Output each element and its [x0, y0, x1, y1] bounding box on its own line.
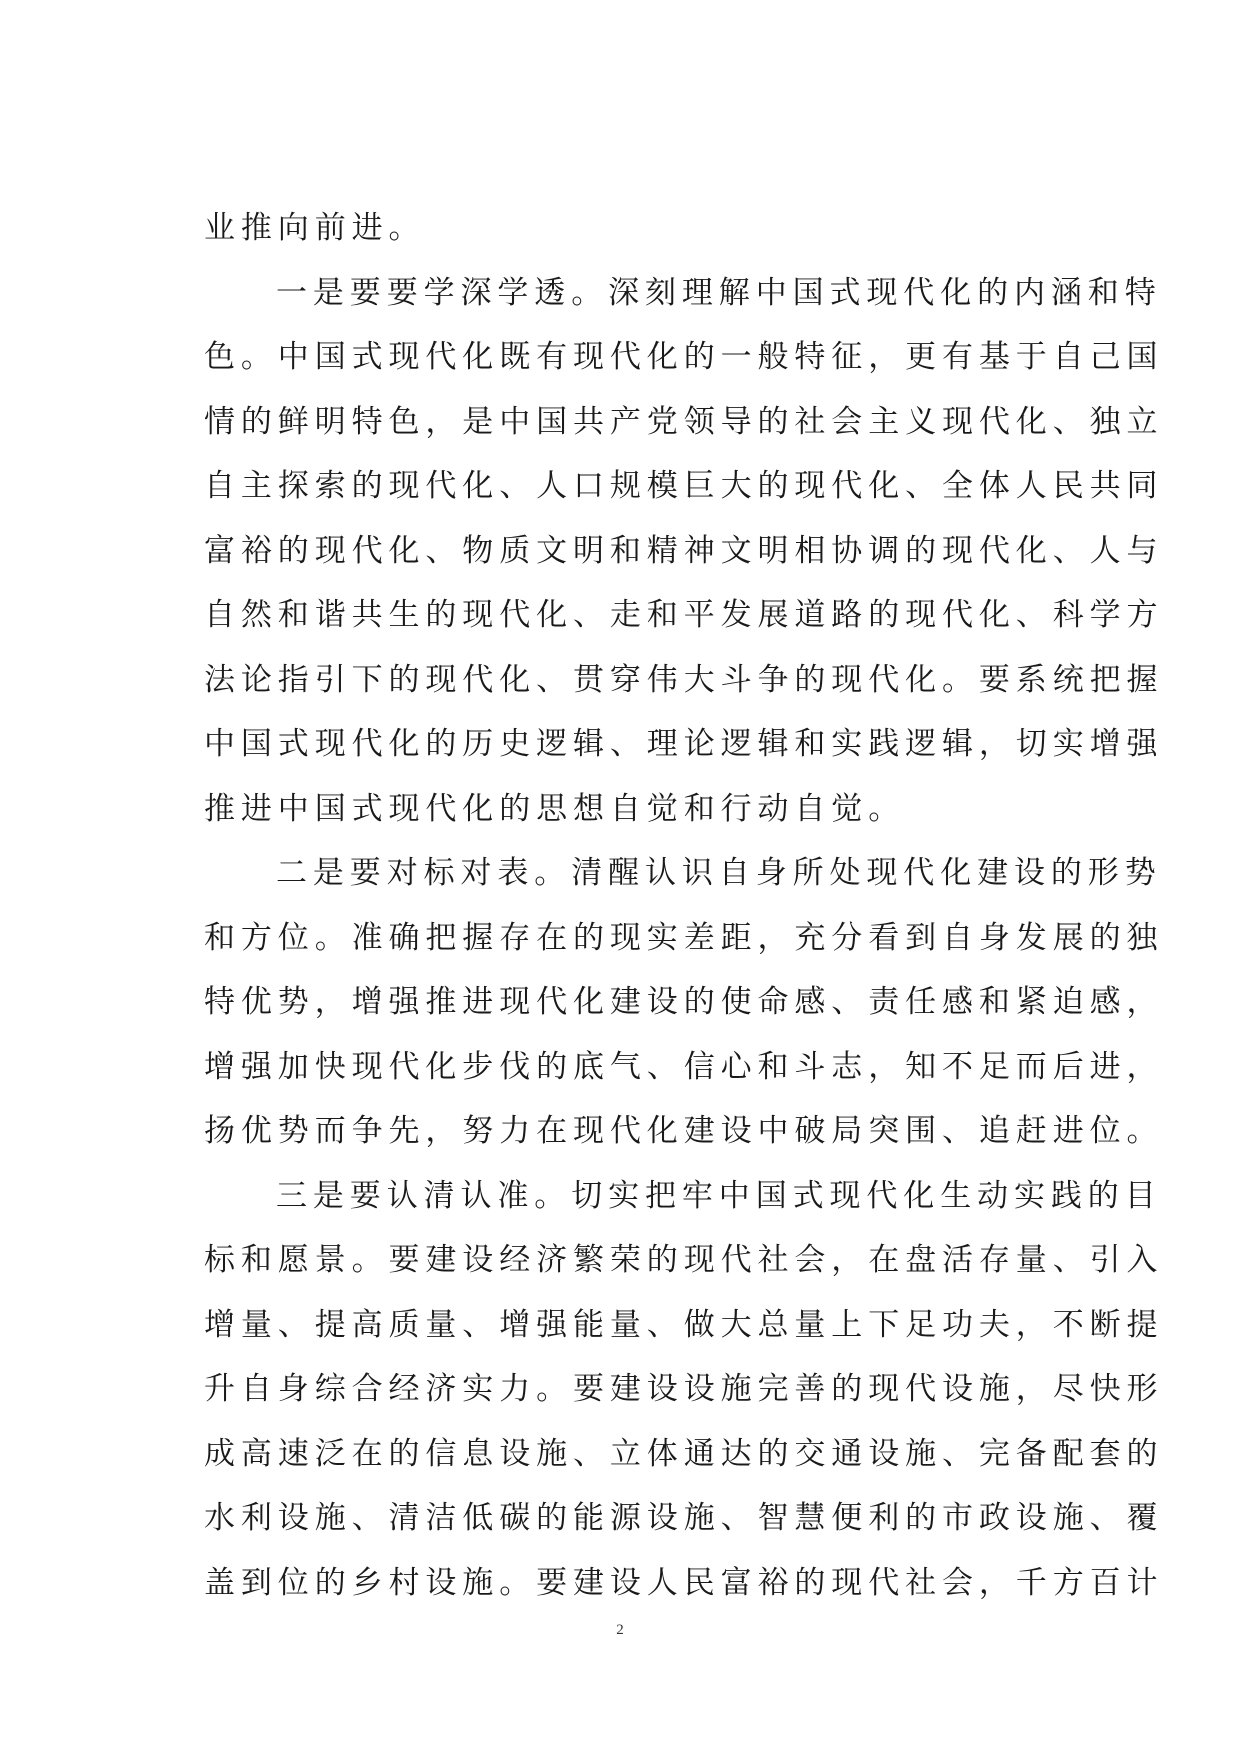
- paragraph-line: 富裕的现代化、物质文明和精神文明相协调的现代化、人与: [204, 532, 1164, 569]
- paragraph-line: 增强加快现代化步伐的底气、信心和斗志，知不足而后进，: [204, 1048, 1164, 1085]
- paragraph-line: 扬优势而争先，努力在现代化建设中破局突围、追赶进位。: [204, 1113, 1164, 1149]
- paragraph-line: 特优势，增强推进现代化建设的使命感、责任感和紧迫感，: [204, 984, 1164, 1020]
- paragraph-line: 色。中国式现代化既有现代化的一般特征，更有基于自己国: [204, 339, 1164, 375]
- paragraph: [204, 196, 1060, 261]
- paragraph-first-line: 业推向前进。: [204, 210, 426, 246]
- paragraph: [204, 841, 1164, 1164]
- body-text: [204, 196, 1164, 1615]
- paragraph-line: 中国式现代化的历史逻辑、理论逻辑和实践逻辑，切实增强: [204, 726, 1164, 762]
- paragraph-line: 自然和谐共生的现代化、走和平发展道路的现代化、科学方: [204, 597, 1164, 633]
- paragraph: [204, 1164, 1164, 1616]
- paragraph-first-line: 二是要对标对表。清醒认识自身所处现代化建设的形势: [276, 855, 1162, 891]
- paragraph-line: 法论指引下的现代化、贯穿伟大斗争的现代化。要系统把握: [204, 661, 1164, 698]
- paragraph-line: 盖到位的乡村设施。要建设人民富裕的现代社会，千方百计: [204, 1564, 1164, 1601]
- paragraph-first-line: 三是要认清认准。切实把牢中国式现代化生动实践的目: [276, 1177, 1162, 1214]
- page-number: 2: [616, 1622, 624, 1638]
- paragraph: [204, 261, 1164, 842]
- paragraph-line: 增量、提高质量、增强能量、做大总量上下足功夫，不断提: [204, 1306, 1164, 1343]
- paragraph-line: 推进中国式现代化的思想自觉和行动自觉。: [204, 790, 906, 827]
- paragraph-line: 升自身综合经济实力。要建设设施完善的现代设施，尽快形: [204, 1371, 1164, 1407]
- paragraph-line: 标和愿景。要建设经济繁荣的现代社会，在盘活存量、引入: [204, 1242, 1164, 1278]
- paragraph-first-line: 一是要要学深学透。深刻理解中国式现代化的内涵和特: [276, 274, 1162, 311]
- paragraph-line: 情的鲜明特色，是中国共产党领导的社会主义现代化、独立: [204, 403, 1164, 440]
- paragraph-line: 成高速泛在的信息设施、立体通达的交通设施、完备配套的: [204, 1435, 1164, 1472]
- paragraph-line: 和方位。准确把握存在的现实差距，充分看到自身发展的独: [204, 919, 1164, 956]
- paragraph-line: 水利设施、清洁低碳的能源设施、智慧便利的市政设施、覆: [204, 1500, 1164, 1536]
- paragraph-line: 自主探索的现代化、人口规模巨大的现代化、全体人民共同: [204, 468, 1164, 504]
